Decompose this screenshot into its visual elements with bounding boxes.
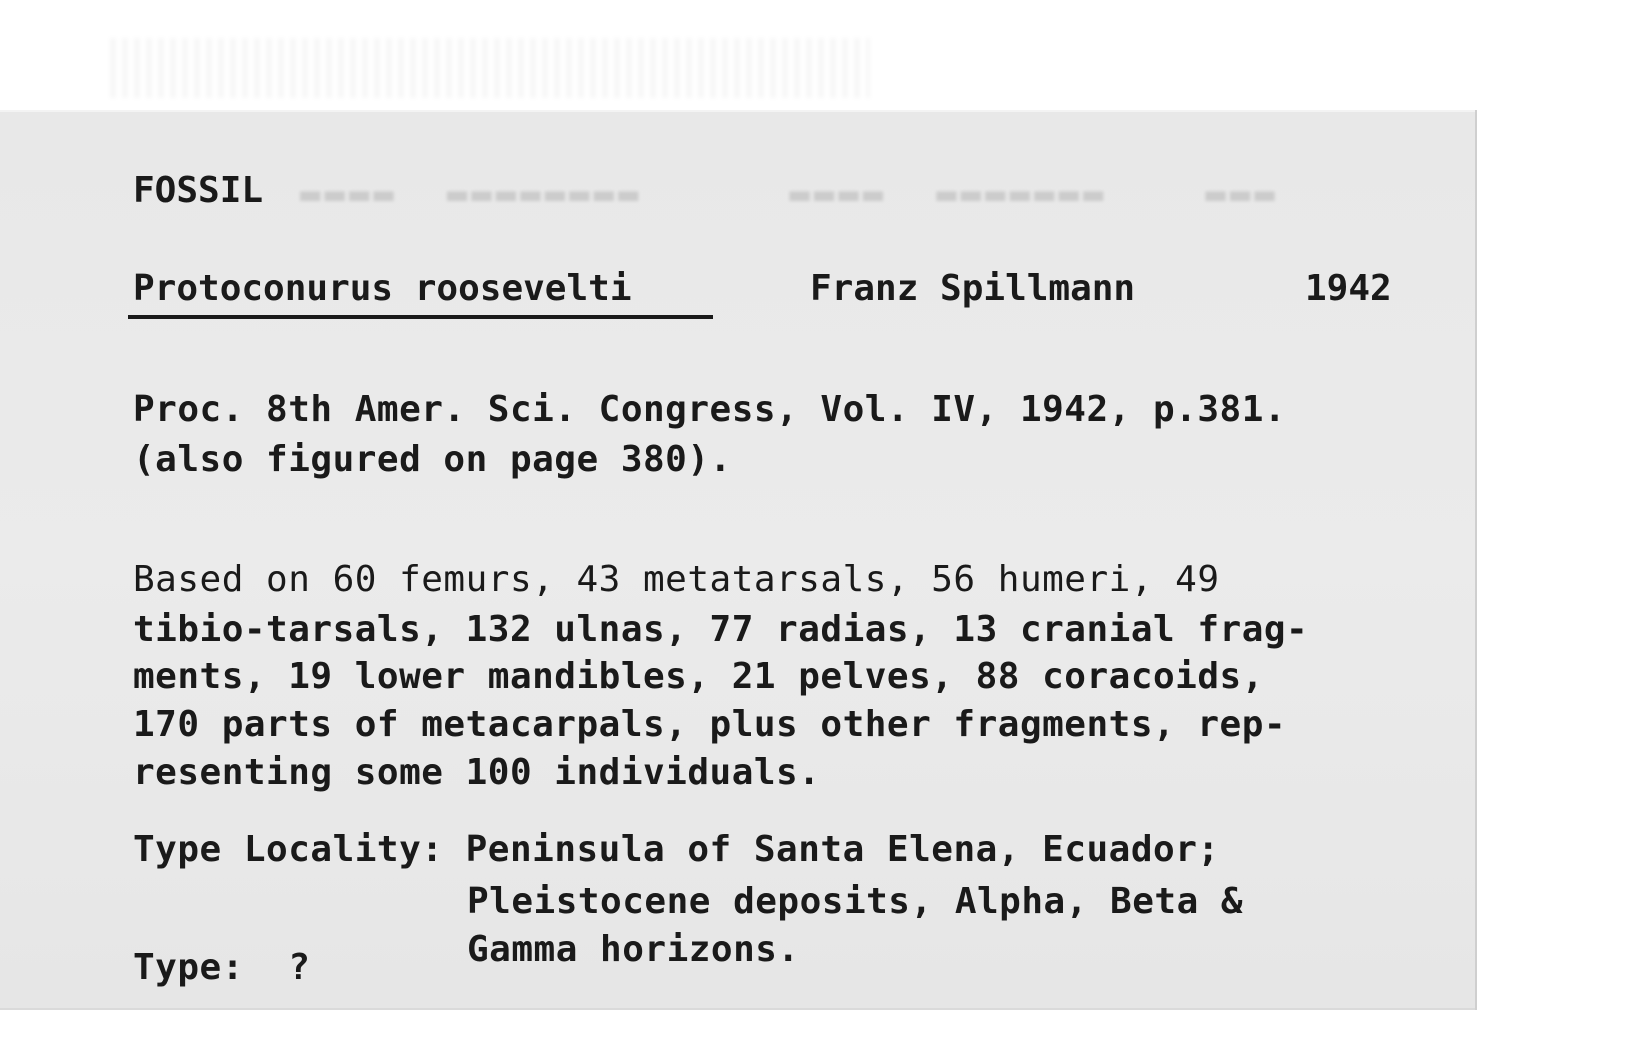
basis-line-1: Based on 60 femurs, 43 metatarsals, 56 humeri, 49 (133, 559, 1220, 600)
type-row (133, 948, 310, 988)
bleed-through-marks (110, 38, 870, 98)
reference-line-2: (also figured on page 380). (133, 439, 732, 480)
basis-line-3: ments, 19 lower mandibles, 21 pelves, 88 coracoids, (133, 656, 1264, 697)
type-locality-row (133, 830, 1220, 870)
title-row (133, 268, 1433, 318)
type-locality-label: Type Locality: (133, 829, 444, 870)
species-name: Protoconurus roosevelti (133, 268, 632, 309)
type-locality-line-2: Pleistocene deposits, Alpha, Beta & (467, 881, 1244, 922)
basis-line-5: resenting some 100 individuals. (133, 752, 821, 793)
ghost-imprint: ▬▬▬▬ ▬▬▬▬▬▬▬▬ ▬▬▬▬ ▬▬▬▬▬▬▬ ▬▬▬ (300, 174, 1279, 214)
type-locality-line-1: Peninsula of Santa Elena, Ecuador; (465, 829, 1220, 870)
type-value: ? (288, 947, 311, 988)
basis-line-2: tibio-tarsals, 132 ulnas, 77 radias, 13 cranial frag- (133, 609, 1309, 650)
species-underline (128, 315, 713, 319)
type-label: Type: (133, 947, 244, 988)
type-locality-line-3: Gamma horizons. (467, 929, 800, 970)
basis-line-4: 170 parts of metacarpals, plus other fragments, rep- (133, 704, 1287, 745)
publication-year: 1942 (1305, 268, 1392, 309)
author-name: Franz Spillmann (810, 268, 1136, 309)
index-card (0, 110, 1477, 1010)
reference-line-1: Proc. 8th Amer. Sci. Congress, Vol. IV, 1942, p.381. (133, 389, 1287, 430)
category-label: FOSSIL (133, 170, 264, 211)
